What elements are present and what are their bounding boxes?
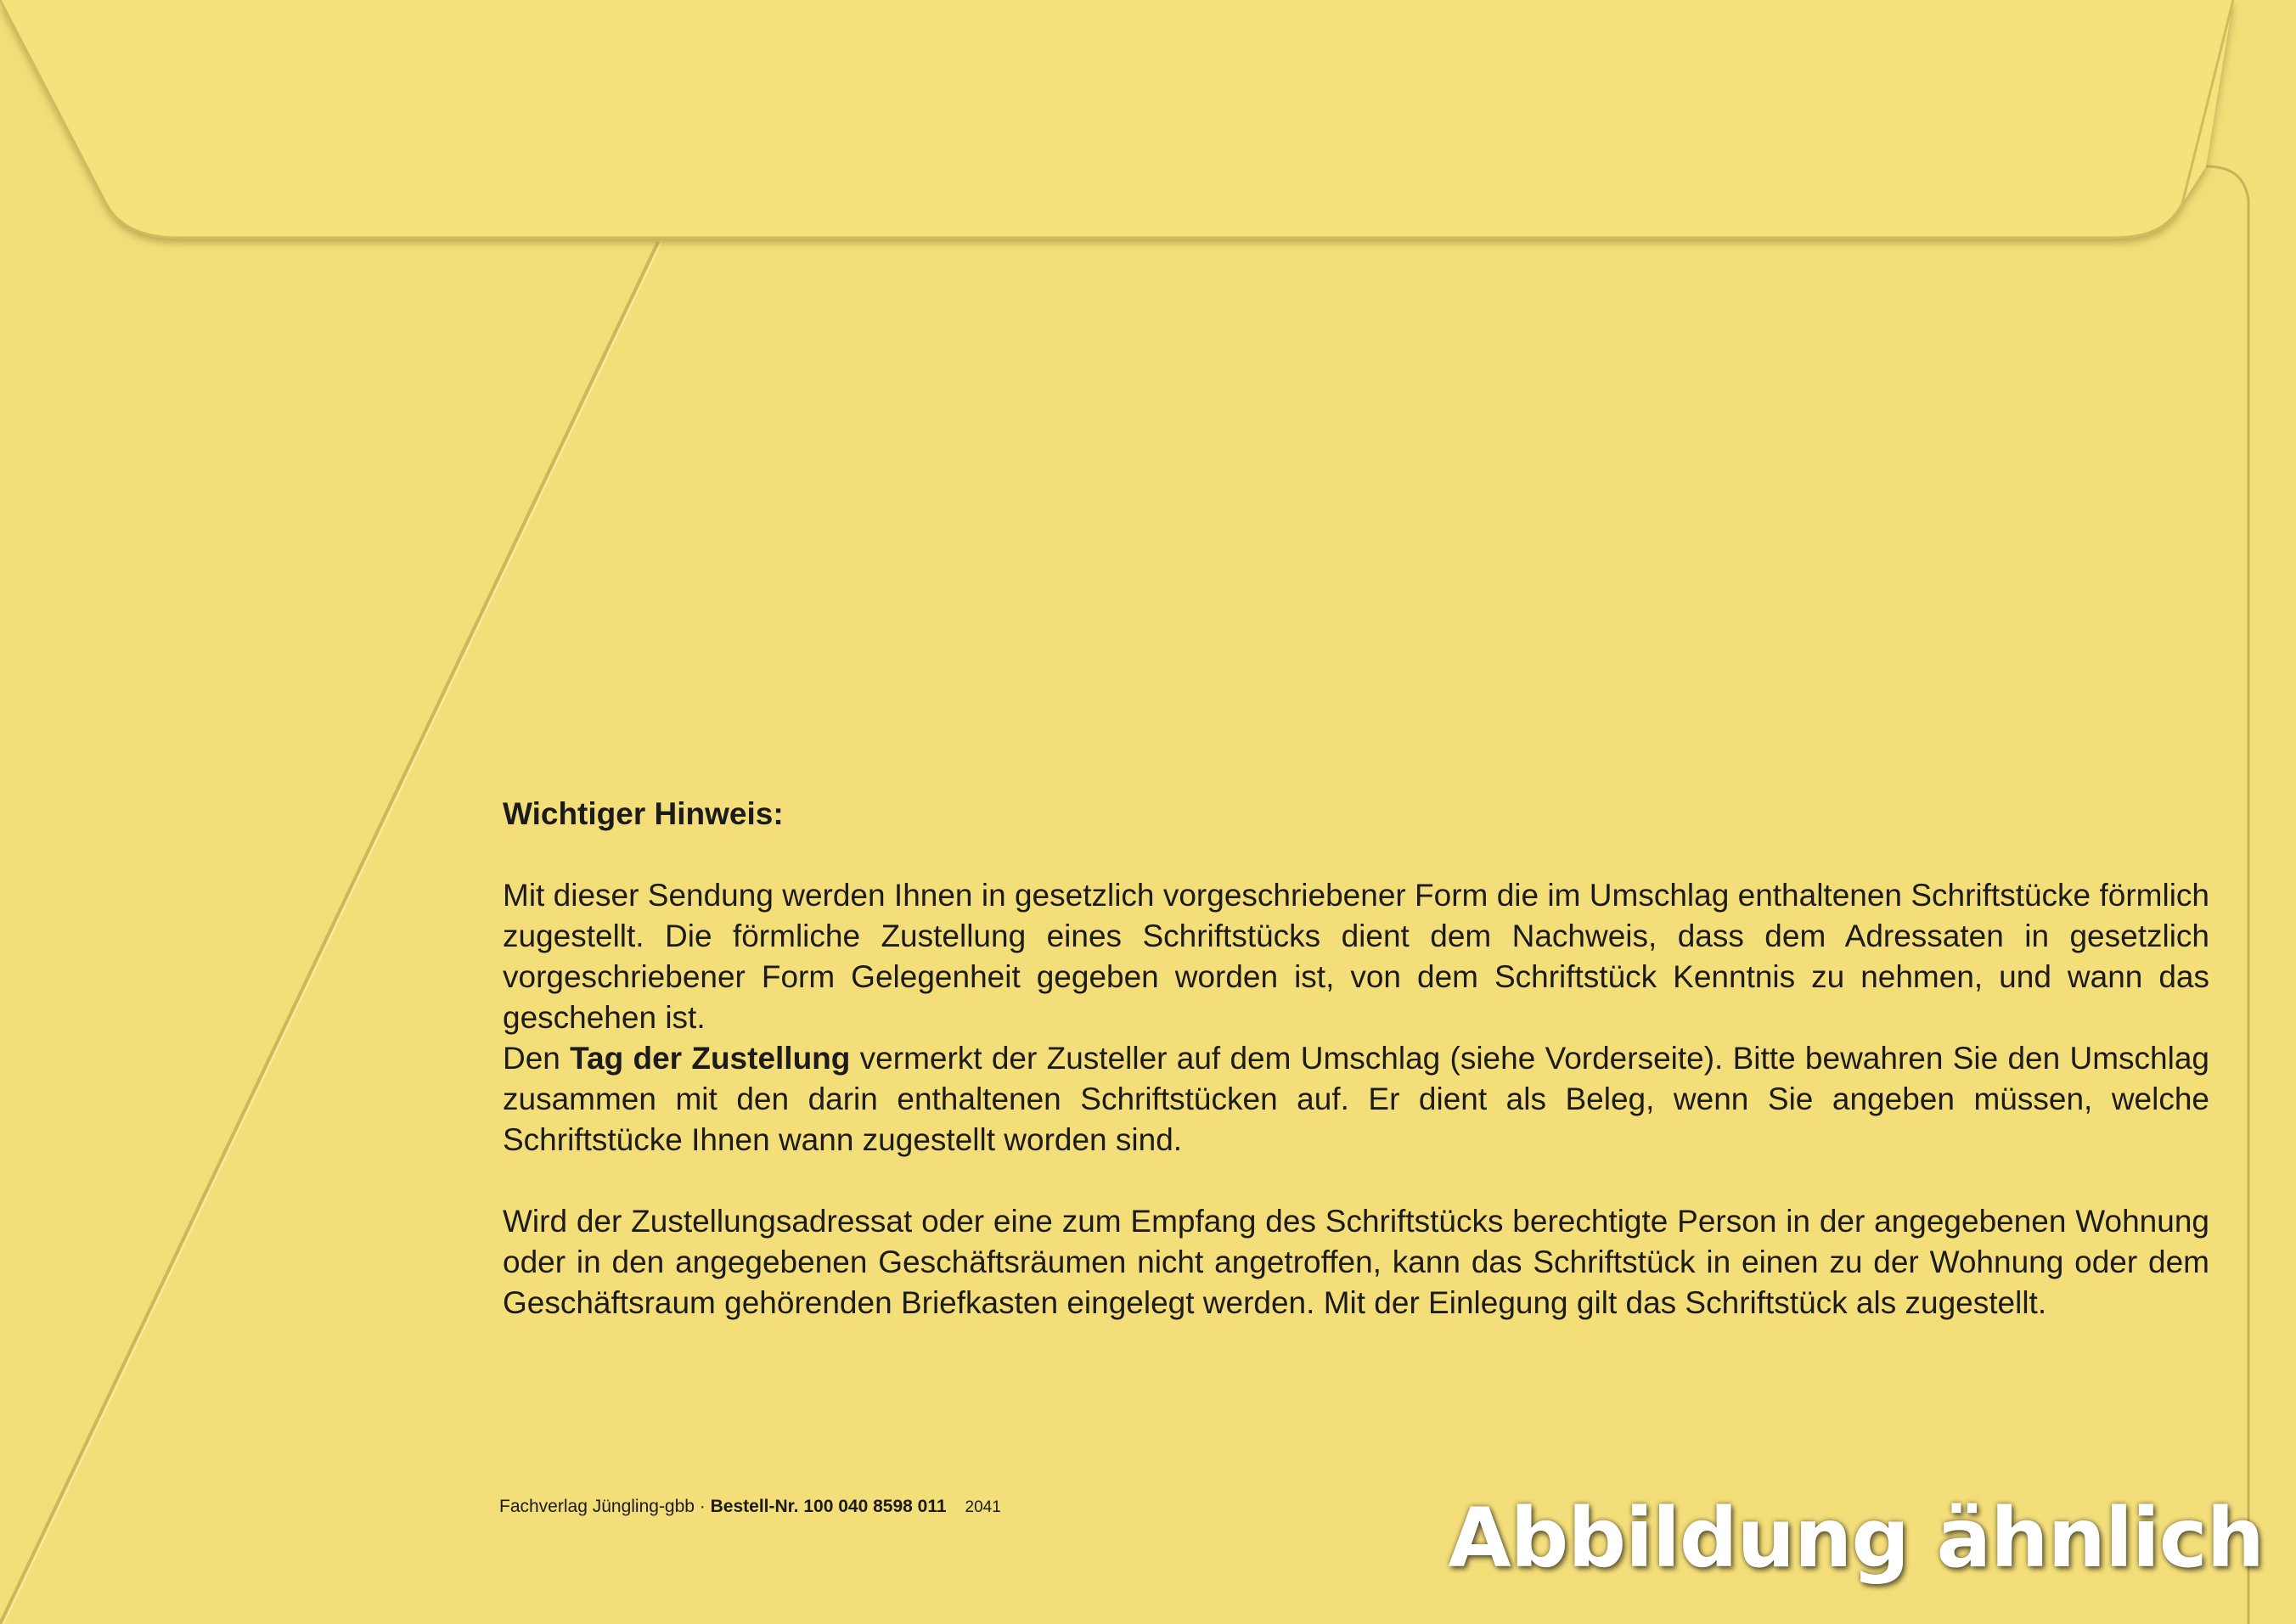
right-fold-line xyxy=(2206,166,2248,1624)
form-code: 2041 xyxy=(965,1498,1001,1516)
notice-title: Wichtiger Hinweis: xyxy=(503,796,784,831)
top-flap xyxy=(0,0,2233,238)
notice-paragraph-3: Wird der Zustellungsadressat oder eine zum Empfang des Schriftstücks berechtigte Person in der angegebenen Wohnung oder in den angegebenen Geschäftsräumen nicht angetroffen, kann das Schriftstück in einen zu der Wohnung oder dem Geschäftsraum gehörenden Briefkasten eingelegt werden. Mit der Einlegung gilt das Schriftstück als zugestellt. xyxy=(503,1204,2209,1320)
watermark-similar-illustration: Abbildung ähnlich xyxy=(1448,1491,2264,1586)
notice-paragraph-1: Mit dieser Sendung werden Ihnen in gesetzlich vorgeschriebener Form die im Umschlag enthaltenen Schriftstücke förmlich zugestellt. Die förmliche Zustellung eines Schriftstücks dient dem Nachweis, dass dem Adressaten in gesetzlich vorgeschriebener Form Gelegenheit gegeben worden ist, von dem Schriftstück Kenntnis zu nehmen, und wann das geschehen ist. xyxy=(503,878,2209,1035)
publisher-name: Fachverlag Jüngling-gbb · xyxy=(499,1497,711,1516)
notice-text-block xyxy=(503,794,2209,1323)
order-number: Bestell-Nr. 100 040 8598 011 xyxy=(710,1497,947,1516)
delivery-day-emphasis: Tag der Zustellung xyxy=(570,1041,851,1076)
publisher-footer xyxy=(499,1496,1001,1519)
notice-paragraph-2: Den Tag der Zustellung vermerkt der Zusteller auf dem Umschlag (siehe Vorderseite). Bitte bewahren Sie den Umschlag zusammen mit den darin enthaltenen Schriftstücken auf. Er dient als Beleg, wenn Sie angeben müssen, welche Schriftstücke Ihnen wann zugestellt worden sind. xyxy=(503,1041,2209,1157)
